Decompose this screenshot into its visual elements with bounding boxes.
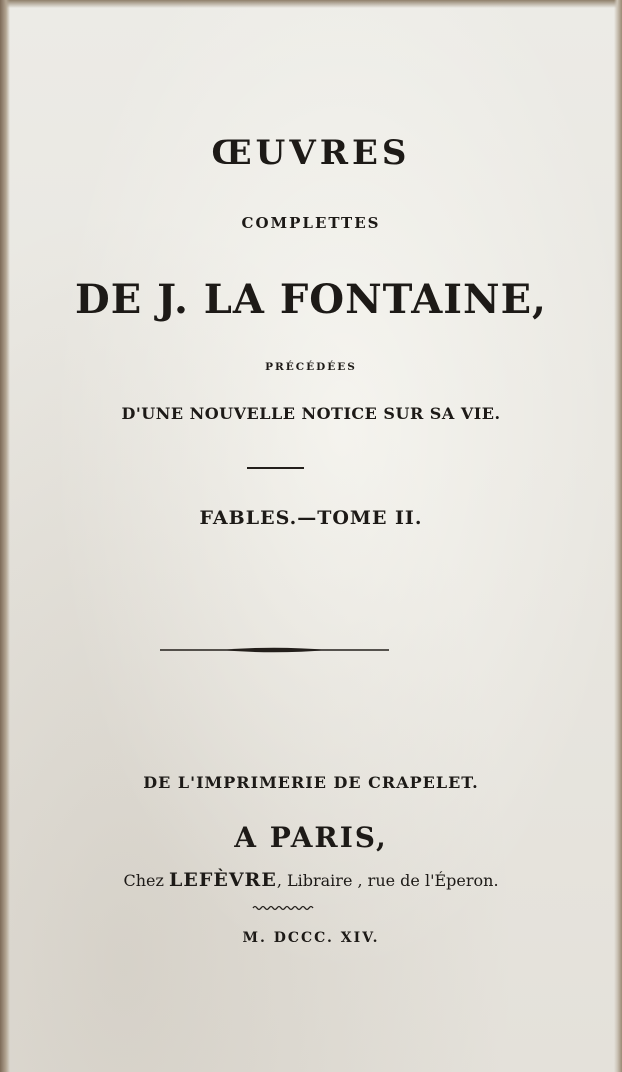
title-oeuvres: ŒUVRES — [211, 133, 411, 173]
title-author: DE J. LA FONTAINE, — [75, 276, 547, 323]
subtitle-notice: D'UNE NOUVELLE NOTICE SUR SA VIE. — [121, 404, 501, 423]
short-divider-rule — [247, 467, 304, 469]
publisher-name: LEFÈVRE — [169, 869, 277, 891]
wavy-ornament — [252, 904, 314, 912]
printer-line: DE L'IMPRIMERIE DE CRAPELET. — [143, 773, 479, 792]
publisher-suffix: , Libraire , rue de l'Éperon. — [276, 871, 499, 890]
page-top-edge — [0, 0, 622, 8]
publisher-prefix: Chez — [123, 871, 164, 890]
volume-label: FABLES.—TOME II. — [199, 507, 423, 529]
publisher-line — [0, 869, 622, 891]
city-line: A PARIS, — [234, 821, 388, 854]
publication-date: M. DCCC. XIV. — [242, 930, 380, 946]
subtitle-precedees: PRÉCÉDÉES — [265, 361, 357, 373]
ornamental-divider-rule — [160, 644, 389, 656]
title-complettes: COMPLETTES — [241, 214, 381, 232]
